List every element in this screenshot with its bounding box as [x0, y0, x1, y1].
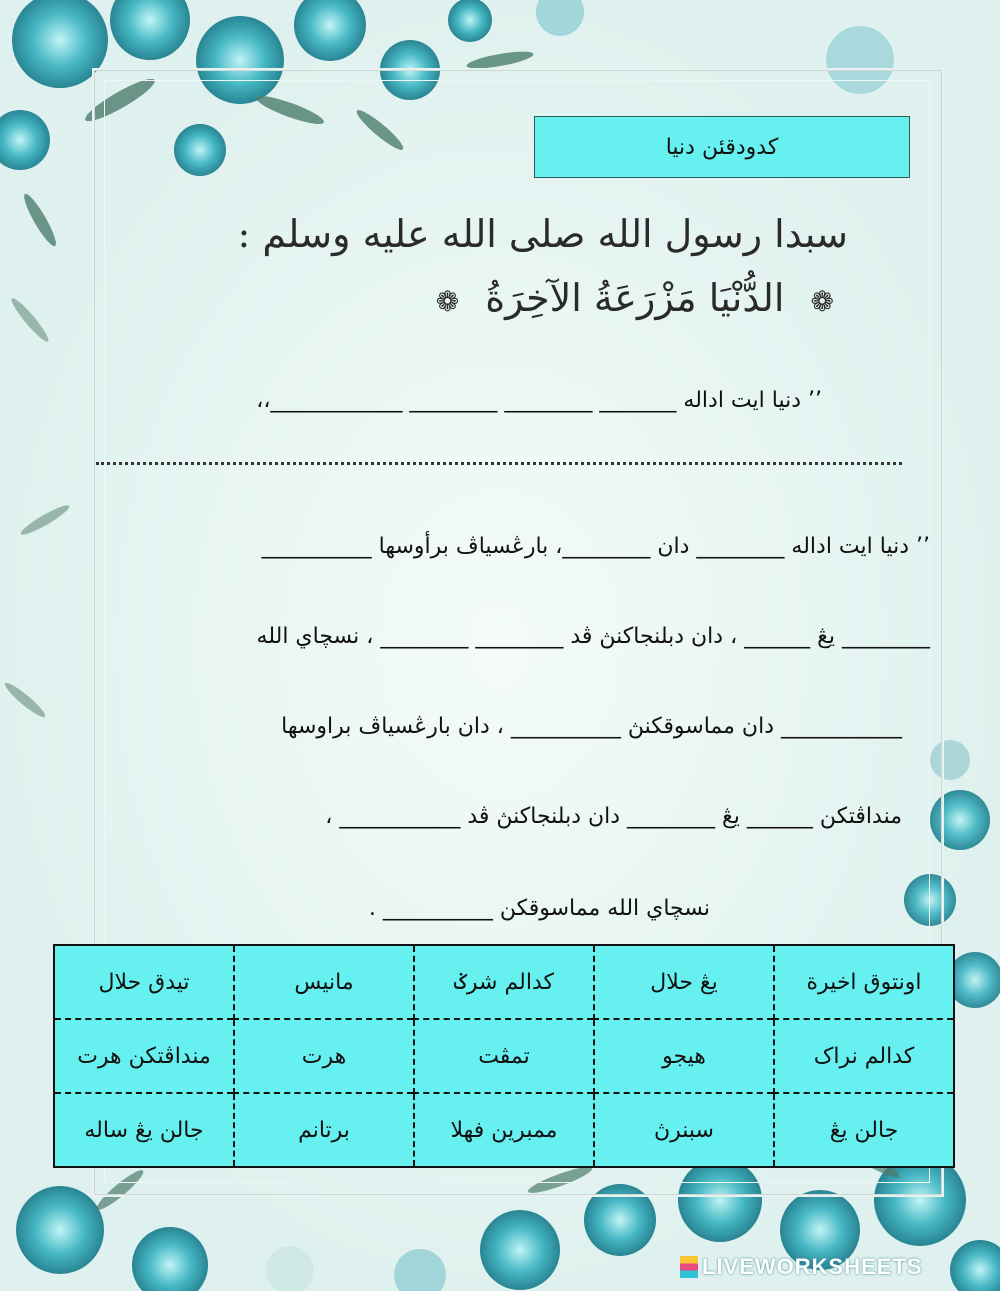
sentence-6: نسچاي الله مماسوقكن __________ . [368, 896, 710, 921]
word-bank-cell[interactable]: منداڤتكن هرت [54, 1019, 234, 1093]
word-bank-cell[interactable]: تمڤت [414, 1019, 594, 1093]
sentence-3: ________ يڠ ______ ، دان دبلنجاكنڽ ڤد ________ ________ ، نسچاي الله [256, 624, 930, 649]
word-bank-cell[interactable]: هيجو [594, 1019, 774, 1093]
hadith-arabic [422, 276, 848, 320]
ornament-left-icon: ❁ [435, 285, 460, 318]
dotted-answer-line[interactable] [96, 462, 902, 465]
title-text: كدودقئن دنيا [665, 134, 779, 160]
hadith-arabic-text: الدُّنْيَا مَزْرَعَةُ الآخِرَةُ [485, 276, 785, 320]
word-bank-cell[interactable]: مانيس [234, 945, 414, 1019]
word-bank-cell[interactable]: ممبرين فهلا [414, 1093, 594, 1167]
word-bank-cell[interactable]: كدالم شرݢ [414, 945, 594, 1019]
word-bank-table [53, 944, 955, 1168]
ornament-right-icon: ❁ [810, 285, 834, 318]
liveworksheets-logo-icon [680, 1256, 698, 1278]
word-bank-cell[interactable]: سبنرڽ [594, 1093, 774, 1167]
table-row [54, 1093, 954, 1167]
word-bank-cell[interactable]: كدالم نراک [774, 1019, 954, 1093]
sentence-4: ___________ دان مماسوقكنڽ __________ ، دان بارڠسياڤ براوسها [281, 714, 902, 739]
hadith-intro: سبدا رسول الله صلى الله عليه وسلم : [237, 212, 848, 256]
sentence-5: منداڤتكن ______ يڠ ________ دان دبلنجاكنڽ ڤد ___________ ، [325, 804, 902, 829]
word-bank-cell[interactable]: اونتوق اخيرة [774, 945, 954, 1019]
table-row [54, 1019, 954, 1093]
page-title [534, 116, 910, 178]
watermark: LIVEWORKSHEETS [702, 1254, 923, 1279]
table-row [54, 945, 954, 1019]
word-bank-cell[interactable]: تيدق حلال [54, 945, 234, 1019]
word-bank-cell[interactable]: برتانم [234, 1093, 414, 1167]
word-bank-cell[interactable]: هرت [234, 1019, 414, 1093]
word-bank-cell[interactable]: جالن يڠ ساله [54, 1093, 234, 1167]
word-bank-cell[interactable]: يڠ حلال [594, 945, 774, 1019]
word-bank-cell[interactable]: جالن يڠ [774, 1093, 954, 1167]
sentence-2: ’’ دنيا ايت اداله ________ دان ________، بارڠسياڤ برأوسها __________ [261, 534, 930, 559]
sentence-1: ’’ دنيا ايت اداله _______ ________ ________ ____________،، [256, 388, 822, 413]
